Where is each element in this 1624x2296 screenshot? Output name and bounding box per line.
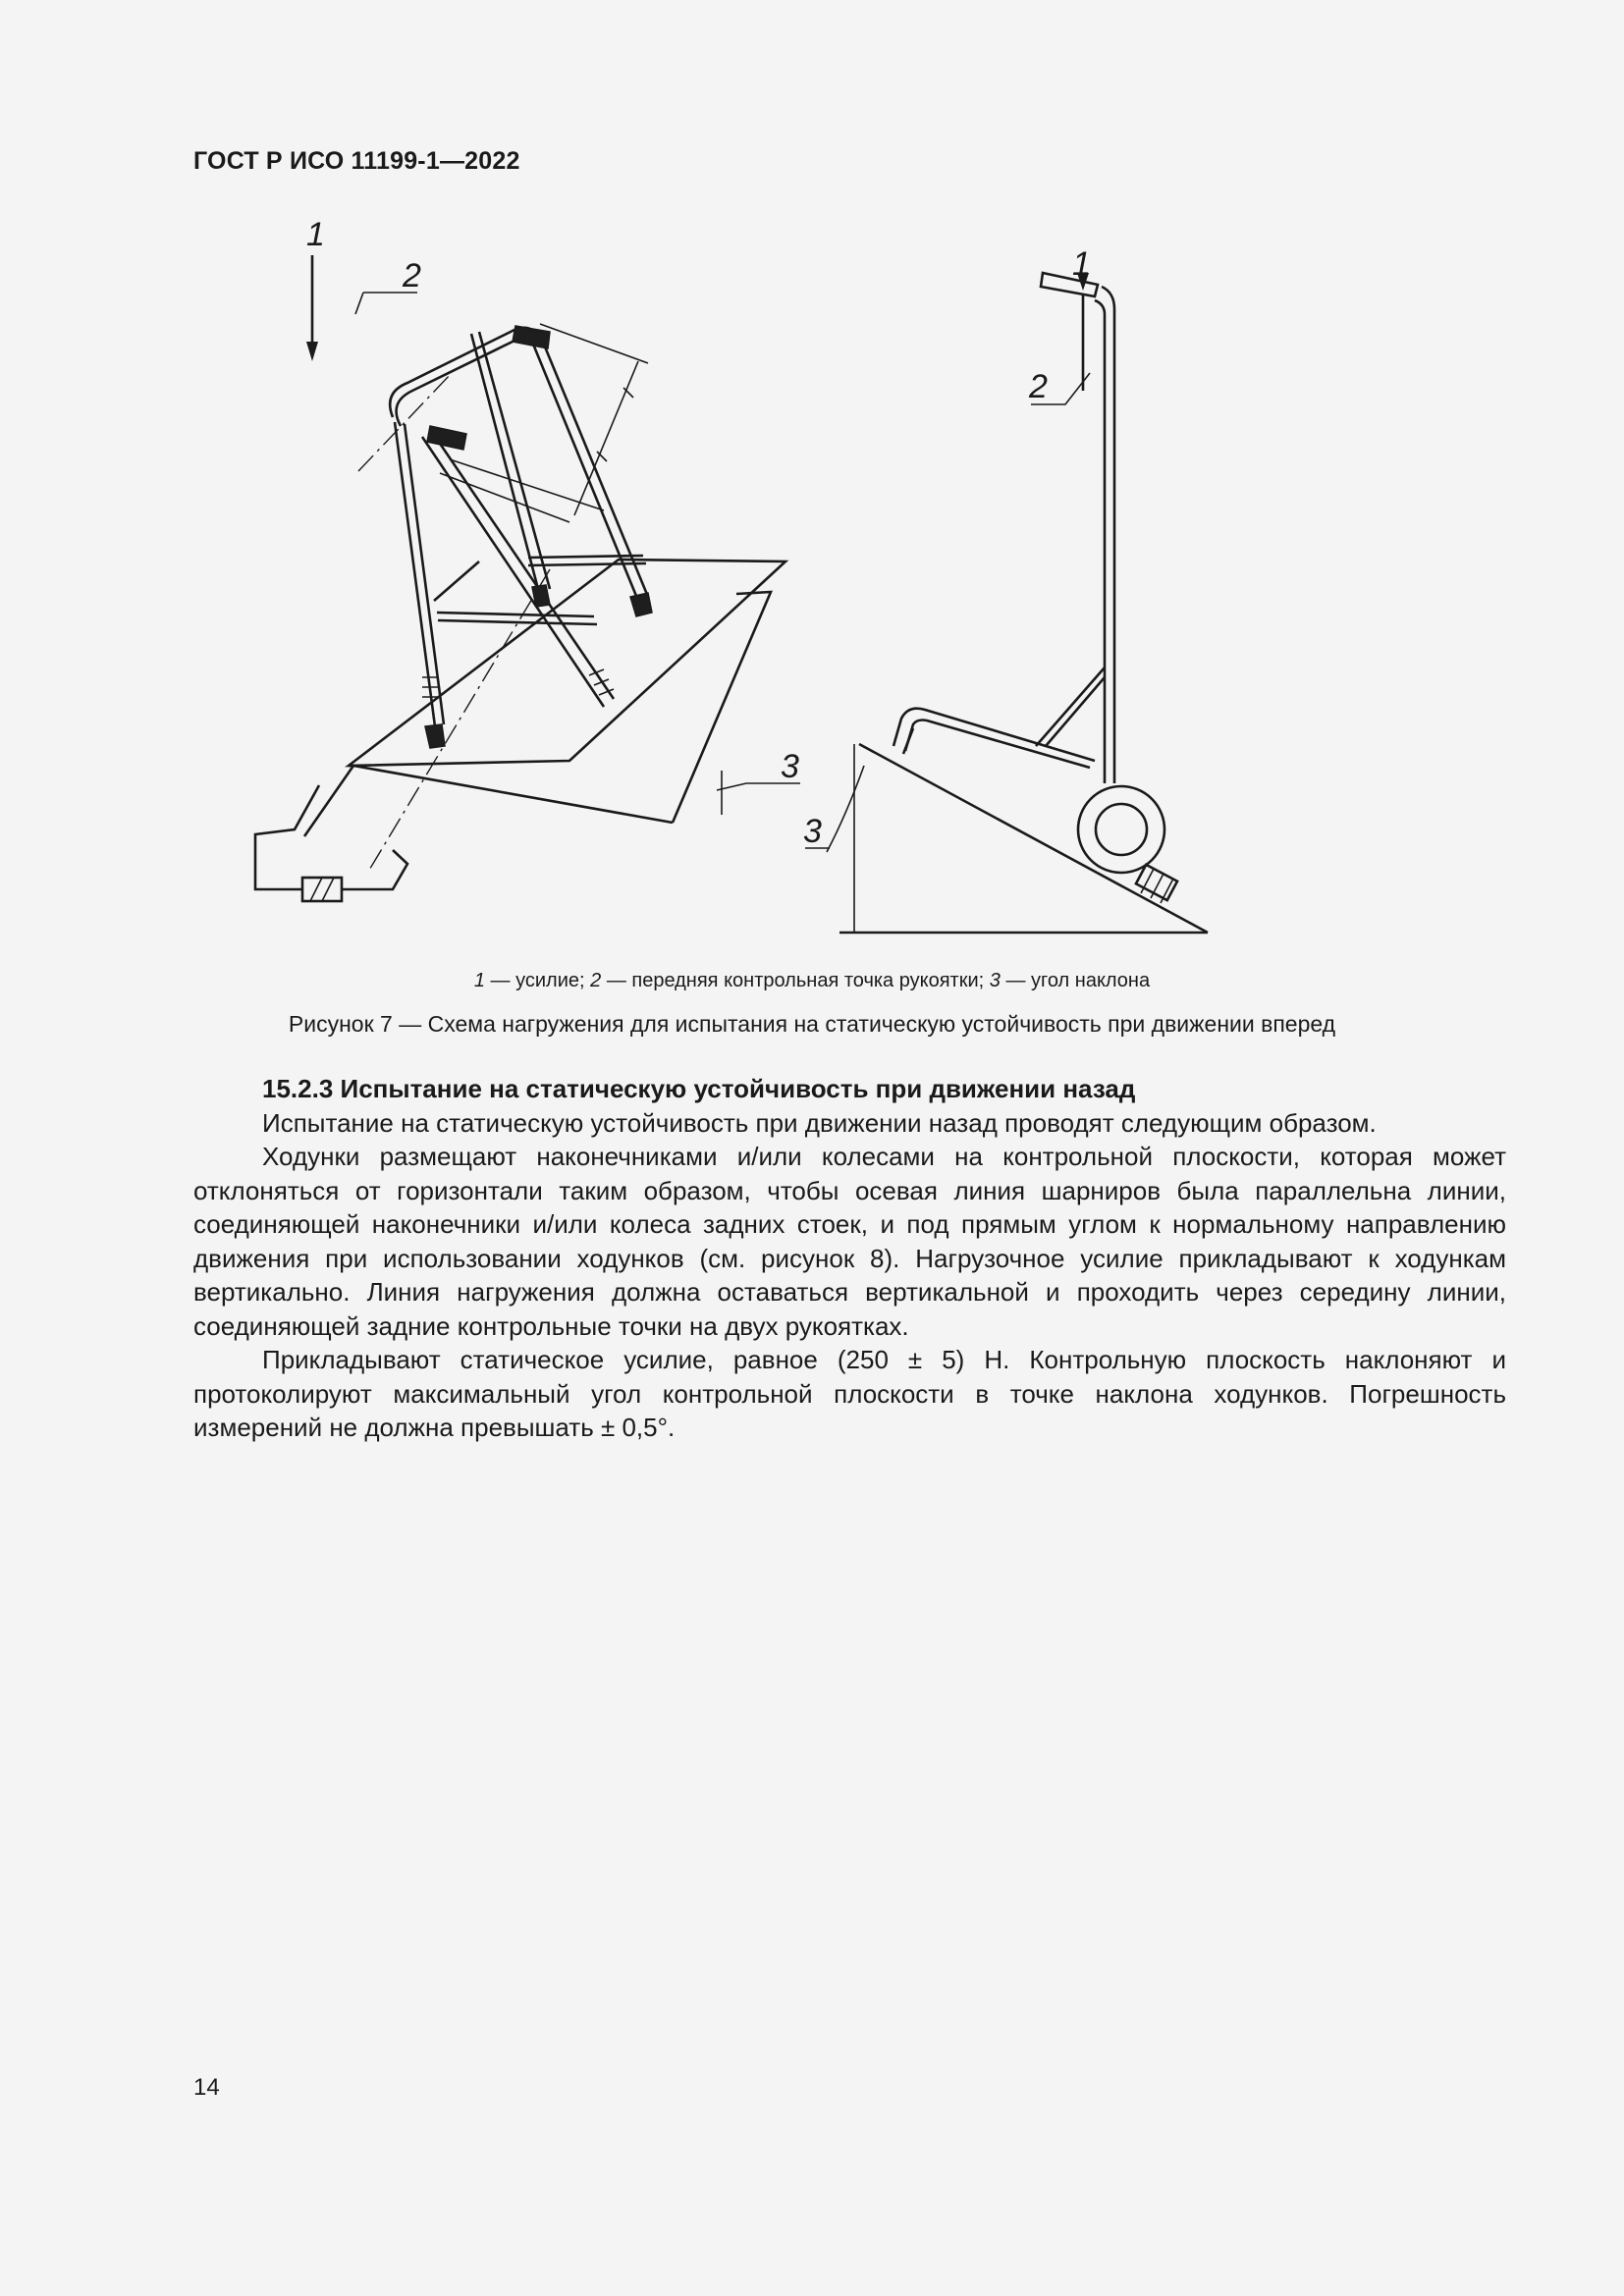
left-fixture-outline bbox=[255, 785, 319, 889]
left-walker-brace bbox=[434, 561, 479, 601]
left-walker-grip-rear bbox=[513, 326, 550, 348]
left-platform-base bbox=[353, 766, 673, 823]
right-walker-base-end bbox=[903, 728, 913, 754]
left-fixture-hatch bbox=[310, 878, 334, 901]
left-fixture-right bbox=[342, 850, 407, 889]
left-walker-top-rail-inner bbox=[397, 339, 532, 426]
left-label-force: 1 bbox=[306, 216, 325, 253]
legend-num-3: 3 bbox=[989, 970, 1001, 991]
section-heading: 15.2.3 Испытание на статическую устойчивость при движении назад bbox=[262, 1074, 1136, 1103]
figure-7-drawing bbox=[226, 216, 1473, 962]
figure-legend bbox=[0, 970, 1624, 992]
section-paragraph-2: Ходунки размещают наконечниками и/или колесами на контрольной плоскости, которая может отклоняться от горизонтали таким образом, чтобы осевая линия шарниров была параллельна линии, соединяющей наконечники и/или колеса задних стоек, и под прямым углом к нормальному направлению движения при использовании ходунков (см. рисунок 8). Нагрузочное усилие прикладывают к ходункам вертикально. Линия нагружения должна оставаться вертикальной и проходить через середину линии, соединяющей задние контрольные точки на двух рукоятках. bbox=[193, 1142, 1506, 1341]
right-walker-base-top bbox=[893, 709, 1095, 761]
left-force-arrow-head bbox=[306, 342, 318, 361]
left-walker-mid-leg-b bbox=[479, 332, 550, 589]
left-walker-tip-3 bbox=[532, 585, 550, 607]
left-walker-grip-front bbox=[427, 426, 466, 450]
left-fixture-block bbox=[302, 878, 342, 901]
right-ramp-line bbox=[859, 744, 1208, 933]
left-walker-front-leg-a bbox=[395, 422, 435, 726]
left-walker-front-leg-b bbox=[405, 424, 444, 724]
left-dimension-extensions bbox=[440, 324, 648, 522]
legend-text-1: — усилие; bbox=[485, 970, 591, 991]
left-leader-grip bbox=[355, 293, 417, 314]
figure-7-svg bbox=[226, 216, 1473, 962]
left-walker-rear-leg-a bbox=[532, 342, 638, 601]
right-walker-wheel-outer bbox=[1078, 786, 1164, 873]
right-label-angle: 3 bbox=[803, 813, 822, 850]
figure-caption: Рисунок 7 — Схема нагружения для испытания на статическую устойчивость при движении вперед bbox=[288, 1011, 1336, 1037]
legend-text-3: — угол наклона bbox=[1000, 970, 1151, 991]
right-walker-wheel-inner bbox=[1096, 804, 1147, 855]
right-angle-arc bbox=[827, 766, 864, 852]
legend-text-2: — передняя контрольная точка рукоятки; bbox=[601, 970, 990, 991]
section-15-2-3 bbox=[193, 1072, 1506, 1445]
section-paragraph-1: Испытание на статическую устойчивость при движении назад проводят следующим образом. bbox=[262, 1107, 1377, 1138]
legend-num-2: 2 bbox=[590, 970, 602, 991]
left-platform-top bbox=[349, 560, 785, 766]
left-label-grip: 2 bbox=[403, 257, 421, 294]
left-walker-tip-1 bbox=[425, 724, 445, 748]
right-label-force: 1 bbox=[1072, 245, 1091, 283]
left-axis-top bbox=[358, 373, 452, 471]
right-label-grip: 2 bbox=[1029, 368, 1048, 405]
right-walker-diagram bbox=[803, 245, 1208, 933]
page-number: 14 bbox=[193, 2074, 220, 2101]
left-walker-tip-2 bbox=[630, 593, 652, 616]
left-walker-mid-leg-a bbox=[471, 334, 545, 599]
document-header: ГОСТ Р ИСО 11199-1—2022 bbox=[193, 147, 520, 175]
right-walker-post-inner bbox=[1095, 300, 1105, 783]
left-dimension-ticks bbox=[597, 388, 633, 461]
section-paragraph-3: Прикладывают статическое усилие, равное (250 ± 5) Н. Контрольную плоскость наклоняют и протоколируют максимальный угол контрольной плоскости в точке наклона ходунков. Погрешность измерений не должна превышать ± 0,5°. bbox=[193, 1345, 1506, 1442]
left-label-angle: 3 bbox=[781, 748, 799, 785]
legend-num-1: 1 bbox=[473, 970, 485, 991]
right-walker-brace bbox=[1036, 667, 1105, 746]
left-walker-crossbar-lower bbox=[437, 613, 597, 624]
left-walker-diagram bbox=[255, 216, 800, 901]
